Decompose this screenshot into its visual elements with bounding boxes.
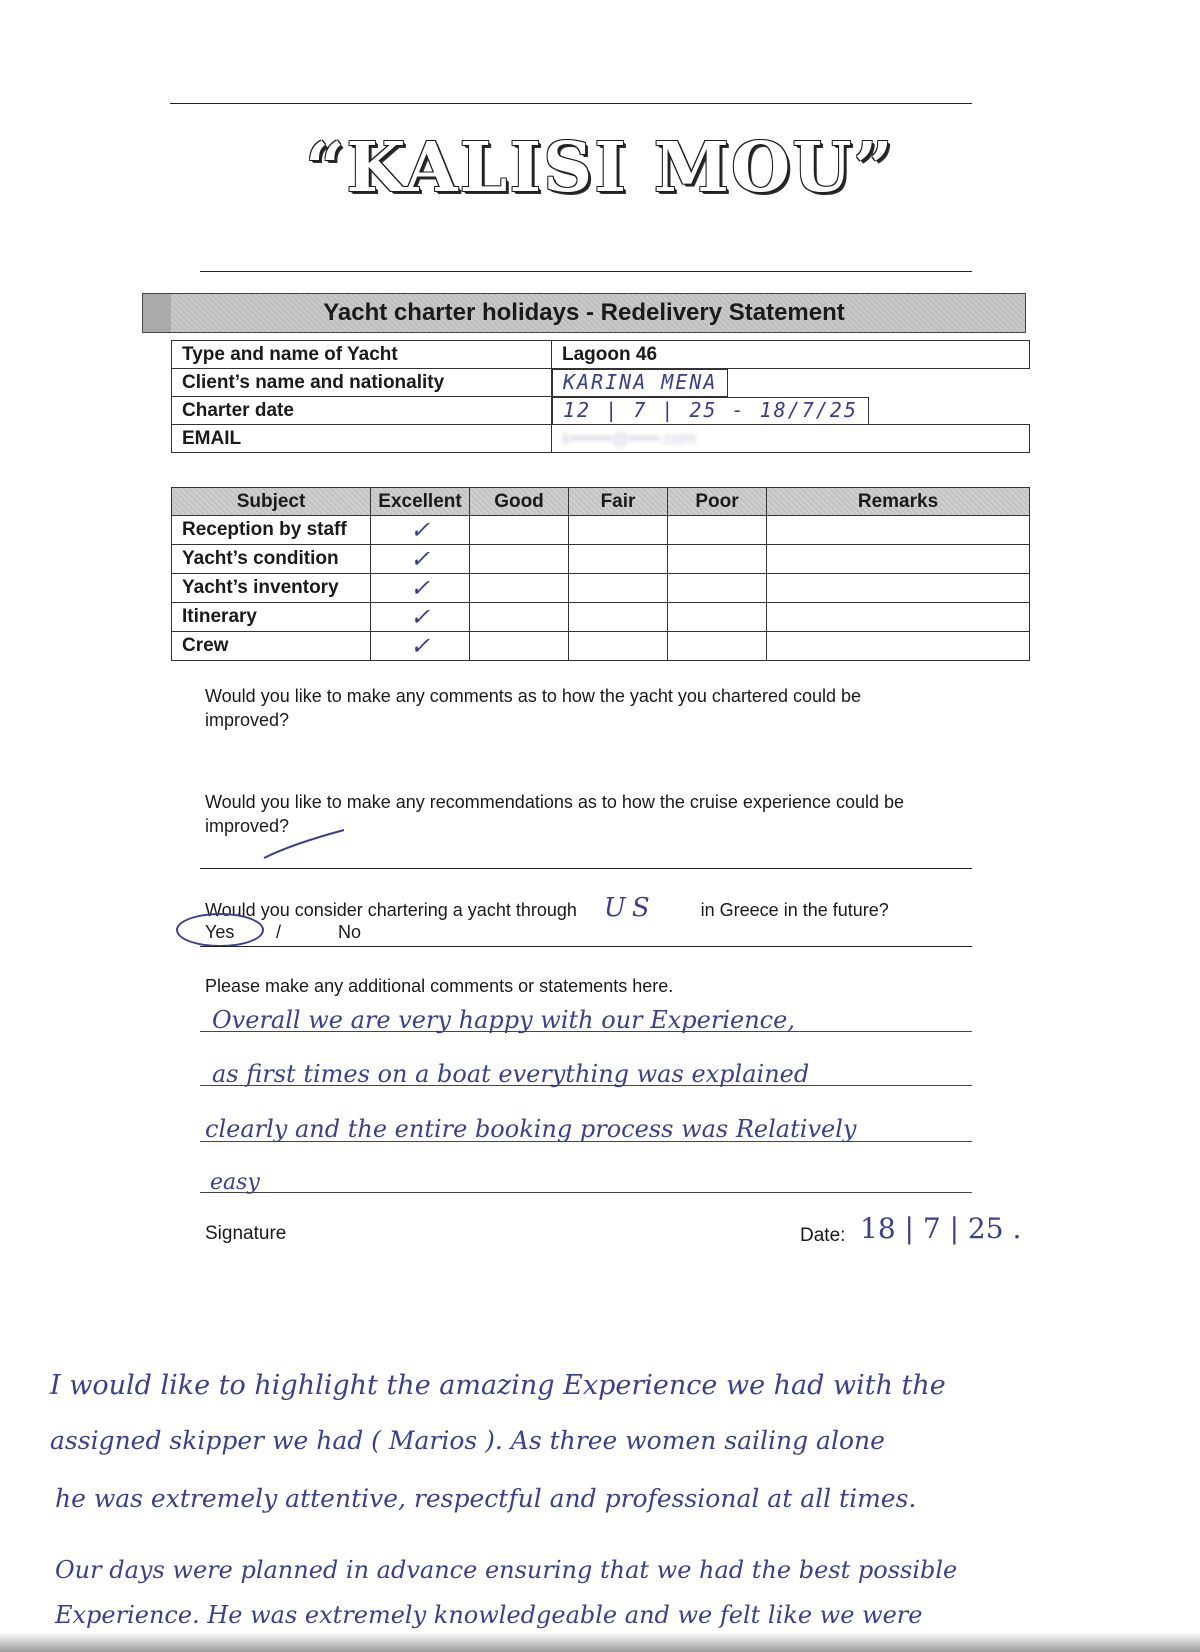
header-shading bbox=[143, 294, 171, 332]
checkmark-icon: ✓ bbox=[371, 603, 470, 632]
question-future-charter bbox=[205, 893, 965, 923]
note-line: assigned skipper we had ( Marios ). As three women sailing alone bbox=[50, 1426, 885, 1455]
cell-remarks bbox=[767, 516, 1030, 545]
table-row bbox=[172, 574, 1030, 603]
checkmark-icon: ✓ bbox=[371, 632, 470, 661]
comment-line: Overall we are very happy with our Experience, bbox=[212, 1006, 795, 1034]
cell-fair bbox=[569, 545, 668, 574]
col-excellent: Excellent bbox=[371, 488, 470, 516]
option-yes: Yes bbox=[205, 922, 235, 942]
table-row bbox=[172, 516, 1030, 545]
question-line: Would you like to make any comments as to how the yacht you chartered could be bbox=[205, 686, 862, 706]
cell-poor bbox=[668, 545, 767, 574]
question-text: in Greece in the future? bbox=[700, 900, 889, 920]
info-value: 12 | 7 | 25 - 18/7/25 bbox=[552, 397, 869, 425]
comment-rule bbox=[200, 1192, 972, 1193]
cell-remarks bbox=[767, 632, 1030, 661]
comment-line: easy bbox=[210, 1170, 260, 1195]
info-value: Lagoon 46 bbox=[552, 341, 1030, 369]
cell-poor bbox=[668, 516, 767, 545]
col-subject: Subject bbox=[172, 488, 371, 516]
title-rule bbox=[200, 271, 972, 272]
option-no: No bbox=[338, 922, 362, 942]
info-label: EMAIL bbox=[172, 425, 552, 453]
info-label: Client’s name and nationality bbox=[172, 369, 552, 397]
checkmark-icon: ✓ bbox=[371, 574, 470, 603]
answer-rule bbox=[200, 868, 972, 869]
info-row-client bbox=[172, 369, 1030, 397]
scan-bottom-edge bbox=[0, 1632, 1200, 1652]
cell-remarks bbox=[767, 545, 1030, 574]
cell-good bbox=[470, 574, 569, 603]
yacht-info-table bbox=[171, 340, 1030, 453]
info-label: Type and name of Yacht bbox=[172, 341, 552, 369]
comment-line: as first times on a boat everything was explained bbox=[212, 1060, 810, 1088]
comment-rule bbox=[200, 1085, 972, 1086]
pen-stroke-icon bbox=[262, 826, 346, 862]
comment-line: clearly and the entire booking process was Relatively bbox=[205, 1115, 857, 1143]
row-subject: Itinerary bbox=[172, 603, 371, 632]
info-row-charter-date bbox=[172, 397, 1030, 425]
row-subject: Reception by staff bbox=[172, 516, 371, 545]
table-row bbox=[172, 603, 1030, 632]
info-label: Charter date bbox=[172, 397, 552, 425]
cell-good bbox=[470, 632, 569, 661]
question-additional-comments: Please make any additional comments or statements here. bbox=[205, 976, 674, 996]
comment-rule bbox=[200, 1031, 972, 1032]
comment-rule bbox=[200, 1141, 972, 1142]
option-separator: / bbox=[276, 922, 282, 942]
statement-header-text: Yacht charter holidays - Redelivery Statement bbox=[323, 299, 845, 326]
info-row-yacht bbox=[172, 341, 1030, 369]
cell-remarks bbox=[767, 603, 1030, 632]
note-line: he was extremely attentive, respectful and professional at all times. bbox=[55, 1484, 917, 1513]
date-label: Date: bbox=[800, 1225, 846, 1246]
cell-fair bbox=[569, 574, 668, 603]
checkmark-icon: ✓ bbox=[371, 545, 470, 574]
col-good: Good bbox=[470, 488, 569, 516]
ratings-table bbox=[171, 487, 1030, 661]
cell-fair bbox=[569, 516, 668, 545]
col-fair: Fair bbox=[569, 488, 668, 516]
info-value: k•••••••@•••••.com bbox=[552, 425, 1030, 453]
info-row-email bbox=[172, 425, 1030, 453]
document-title: “KALISI MOU” bbox=[305, 128, 895, 208]
date-value: 18 | 7 | 25 . bbox=[860, 1212, 1022, 1245]
cell-remarks bbox=[767, 574, 1030, 603]
col-remarks: Remarks bbox=[767, 488, 1030, 516]
cell-good bbox=[470, 545, 569, 574]
question-text: Would you consider chartering a yacht through bbox=[205, 900, 577, 920]
info-value: KARINA MENA bbox=[552, 369, 728, 397]
cell-good bbox=[470, 603, 569, 632]
note-line: I would like to highlight the amazing Experience we had with the bbox=[50, 1370, 946, 1401]
statement-header bbox=[142, 293, 1026, 333]
cell-fair bbox=[569, 632, 668, 661]
table-row bbox=[172, 632, 1030, 661]
signature-label: Signature bbox=[205, 1223, 287, 1244]
answer-rule bbox=[200, 946, 972, 947]
note-line: Experience. He was extremely knowledgeable and we felt like we were bbox=[55, 1601, 923, 1629]
cell-fair bbox=[569, 603, 668, 632]
cell-poor bbox=[668, 603, 767, 632]
note-line: Our days were planned in advance ensuring that we had the best possible bbox=[55, 1556, 958, 1584]
cell-good bbox=[470, 516, 569, 545]
table-row bbox=[172, 545, 1030, 574]
cell-poor bbox=[668, 632, 767, 661]
row-subject: Yacht’s inventory bbox=[172, 574, 371, 603]
row-subject: Crew bbox=[172, 632, 371, 661]
question-yacht-improvements bbox=[205, 684, 861, 732]
question-line: improved? bbox=[205, 710, 290, 730]
checkmark-icon: ✓ bbox=[371, 516, 470, 545]
question-line: improved? bbox=[205, 816, 290, 836]
top-rule bbox=[170, 103, 972, 104]
row-subject: Yacht’s condition bbox=[172, 545, 371, 574]
cell-poor bbox=[668, 574, 767, 603]
ratings-header-row bbox=[172, 488, 1030, 516]
handwritten-answer: US bbox=[603, 893, 656, 923]
question-line: Would you like to make any recommendations as to how the cruise experience could be bbox=[205, 792, 905, 812]
col-poor: Poor bbox=[668, 488, 767, 516]
